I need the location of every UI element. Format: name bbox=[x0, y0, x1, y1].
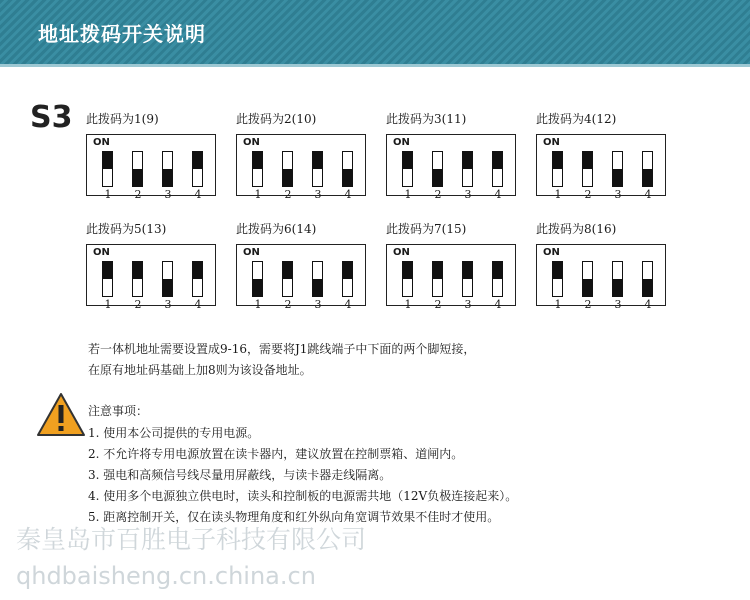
dip-label: 此拨码为8(16) bbox=[536, 222, 617, 236]
dip-label: 此拨码为3(11) bbox=[386, 112, 467, 126]
switch-number: 1 bbox=[104, 298, 112, 311]
note-line-1: 若一体机地址需要设置成9-16，需要将J1跳线端子中下面的两个脚短接， bbox=[88, 342, 476, 356]
switch-knob bbox=[253, 152, 262, 169]
toggle-switch bbox=[132, 151, 143, 187]
dip-switch bbox=[386, 110, 517, 201]
switch-number: 1 bbox=[404, 298, 412, 311]
dip-switch bbox=[536, 220, 667, 311]
toggle-switch bbox=[492, 151, 503, 187]
switch-knob bbox=[403, 262, 412, 279]
switch-number: 3 bbox=[614, 188, 622, 201]
dip-switch bbox=[236, 220, 367, 311]
section-label: S3 bbox=[30, 100, 73, 135]
switch-knob bbox=[193, 262, 202, 279]
toggle-switch bbox=[192, 151, 203, 187]
notice-item-3: 3. 强电和高频信号线尽量用屏蔽线，与读卡器走线隔离。 bbox=[88, 468, 392, 482]
switch-knob bbox=[583, 279, 592, 296]
switch-knob bbox=[553, 152, 562, 169]
toggle-switch bbox=[312, 151, 323, 187]
toggle-switch bbox=[132, 261, 143, 297]
watermark-url: qhdbaisheng.cn.china.cn bbox=[16, 562, 316, 590]
dip-box bbox=[386, 134, 516, 201]
switch-knob bbox=[433, 262, 442, 279]
dip-switch bbox=[86, 110, 217, 201]
switch-knob bbox=[313, 279, 322, 296]
dip-box bbox=[86, 134, 216, 201]
notice-item-2: 2. 不允许将专用电源放置在读卡器内，建议放置在控制票箱、道闸内。 bbox=[88, 447, 464, 461]
switch-number: 2 bbox=[434, 298, 442, 311]
switch-knob bbox=[493, 152, 502, 169]
switch-knob bbox=[343, 262, 352, 279]
toggle-switch bbox=[162, 261, 173, 297]
switch-number: 4 bbox=[644, 188, 652, 201]
switch-number: 3 bbox=[614, 298, 622, 311]
switch-knob bbox=[553, 262, 562, 279]
on-label: ON bbox=[393, 247, 410, 258]
switch-knob bbox=[133, 169, 142, 186]
watermark-company: 秦皇岛市百胜电子科技有限公司 bbox=[16, 525, 367, 554]
header-bar bbox=[0, 0, 750, 64]
on-label: ON bbox=[393, 137, 410, 148]
toggle-switch bbox=[432, 261, 443, 297]
switch-number: 3 bbox=[314, 298, 322, 311]
header-underline bbox=[0, 64, 750, 67]
on-label: ON bbox=[93, 137, 110, 148]
on-label: ON bbox=[243, 137, 260, 148]
on-label: ON bbox=[243, 247, 260, 258]
toggle-switch bbox=[102, 151, 113, 187]
switch-knob bbox=[163, 169, 172, 186]
switch-number: 1 bbox=[404, 188, 412, 201]
note-line-2: 在原有地址码基础上加8则为该设备地址。 bbox=[88, 363, 312, 377]
dip-box bbox=[236, 244, 366, 311]
switch-knob bbox=[613, 169, 622, 186]
dip-label: 此拨码为1(9) bbox=[86, 112, 159, 126]
toggle-switch bbox=[282, 261, 293, 297]
switch-number: 1 bbox=[104, 188, 112, 201]
toggle-switch bbox=[342, 151, 353, 187]
switch-number: 2 bbox=[284, 298, 292, 311]
toggle-switch bbox=[612, 151, 623, 187]
on-label: ON bbox=[543, 137, 560, 148]
switch-knob bbox=[643, 279, 652, 296]
switch-knob bbox=[403, 152, 412, 169]
switch-number: 2 bbox=[584, 298, 592, 311]
switch-number: 2 bbox=[134, 188, 142, 201]
toggle-switch bbox=[612, 261, 623, 297]
switch-number: 3 bbox=[464, 298, 472, 311]
notice-item-5: 5. 距离控制开关，仅在读头物理角度和红外纵向角宽调节效果不佳时才使用。 bbox=[88, 510, 500, 524]
switch-knob bbox=[583, 152, 592, 169]
switch-number: 4 bbox=[494, 188, 502, 201]
switch-knob bbox=[103, 152, 112, 169]
dip-box bbox=[386, 244, 516, 311]
switch-knob bbox=[493, 262, 502, 279]
switch-knob bbox=[283, 262, 292, 279]
toggle-switch bbox=[402, 261, 413, 297]
switch-number: 2 bbox=[134, 298, 142, 311]
switch-number: 1 bbox=[554, 188, 562, 201]
dip-switch bbox=[536, 110, 667, 201]
switch-knob bbox=[613, 279, 622, 296]
switch-knob bbox=[463, 152, 472, 169]
warning-icon bbox=[36, 392, 86, 437]
toggle-switch bbox=[462, 151, 473, 187]
toggle-switch bbox=[642, 261, 653, 297]
dip-box bbox=[236, 134, 366, 201]
toggle-switch bbox=[192, 261, 203, 297]
notice-item-4: 4. 使用多个电源独立供电时，读头和控制板的电源需共地（12V负极连接起来）。 bbox=[88, 489, 518, 503]
dip-label: 此拨码为4(12) bbox=[536, 112, 617, 126]
toggle-switch bbox=[462, 261, 473, 297]
switch-number: 4 bbox=[494, 298, 502, 311]
switch-knob bbox=[283, 169, 292, 186]
toggle-switch bbox=[252, 261, 263, 297]
dip-switch bbox=[86, 220, 217, 311]
toggle-switch bbox=[642, 151, 653, 187]
dip-box bbox=[536, 134, 666, 201]
switch-knob bbox=[253, 279, 262, 296]
on-label: ON bbox=[93, 247, 110, 258]
switch-number: 3 bbox=[464, 188, 472, 201]
dip-label: 此拨码为7(15) bbox=[386, 222, 467, 236]
switch-knob bbox=[103, 262, 112, 279]
toggle-switch bbox=[552, 151, 563, 187]
notice-title: 注意事项： bbox=[88, 404, 149, 418]
toggle-switch bbox=[162, 151, 173, 187]
switch-number: 4 bbox=[344, 298, 352, 311]
switch-knob bbox=[193, 152, 202, 169]
switch-number: 2 bbox=[284, 188, 292, 201]
switch-number: 4 bbox=[644, 298, 652, 311]
dip-switch bbox=[386, 220, 517, 311]
switch-number: 1 bbox=[254, 188, 262, 201]
switch-number: 4 bbox=[194, 298, 202, 311]
switch-number: 1 bbox=[554, 298, 562, 311]
switch-knob bbox=[463, 262, 472, 279]
toggle-switch bbox=[342, 261, 353, 297]
switch-knob bbox=[313, 152, 322, 169]
dip-box bbox=[536, 244, 666, 311]
toggle-switch bbox=[492, 261, 503, 297]
page-title: 地址拨码开关说明 bbox=[38, 22, 206, 46]
dip-label: 此拨码为6(14) bbox=[236, 222, 317, 236]
switch-knob bbox=[163, 279, 172, 296]
toggle-switch bbox=[402, 151, 413, 187]
switch-knob bbox=[343, 169, 352, 186]
switch-number: 2 bbox=[434, 188, 442, 201]
switch-number: 1 bbox=[254, 298, 262, 311]
switch-number: 2 bbox=[584, 188, 592, 201]
toggle-switch bbox=[432, 151, 443, 187]
on-label: ON bbox=[543, 247, 560, 258]
switch-number: 4 bbox=[194, 188, 202, 201]
switch-knob bbox=[433, 169, 442, 186]
toggle-switch bbox=[282, 151, 293, 187]
switch-knob bbox=[133, 262, 142, 279]
toggle-switch bbox=[552, 261, 563, 297]
dip-switch bbox=[236, 110, 367, 201]
dip-box bbox=[86, 244, 216, 311]
switch-number: 4 bbox=[344, 188, 352, 201]
notice-item-1: 1. 使用本公司提供的专用电源。 bbox=[88, 426, 260, 440]
dip-label: 此拨码为5(13) bbox=[86, 222, 167, 236]
dip-label: 此拨码为2(10) bbox=[236, 112, 317, 126]
toggle-switch bbox=[312, 261, 323, 297]
switch-knob bbox=[643, 169, 652, 186]
toggle-switch bbox=[102, 261, 113, 297]
switch-number: 3 bbox=[164, 188, 172, 201]
switch-number: 3 bbox=[164, 298, 172, 311]
toggle-switch bbox=[252, 151, 263, 187]
toggle-switch bbox=[582, 151, 593, 187]
toggle-switch bbox=[582, 261, 593, 297]
switch-number: 3 bbox=[314, 188, 322, 201]
